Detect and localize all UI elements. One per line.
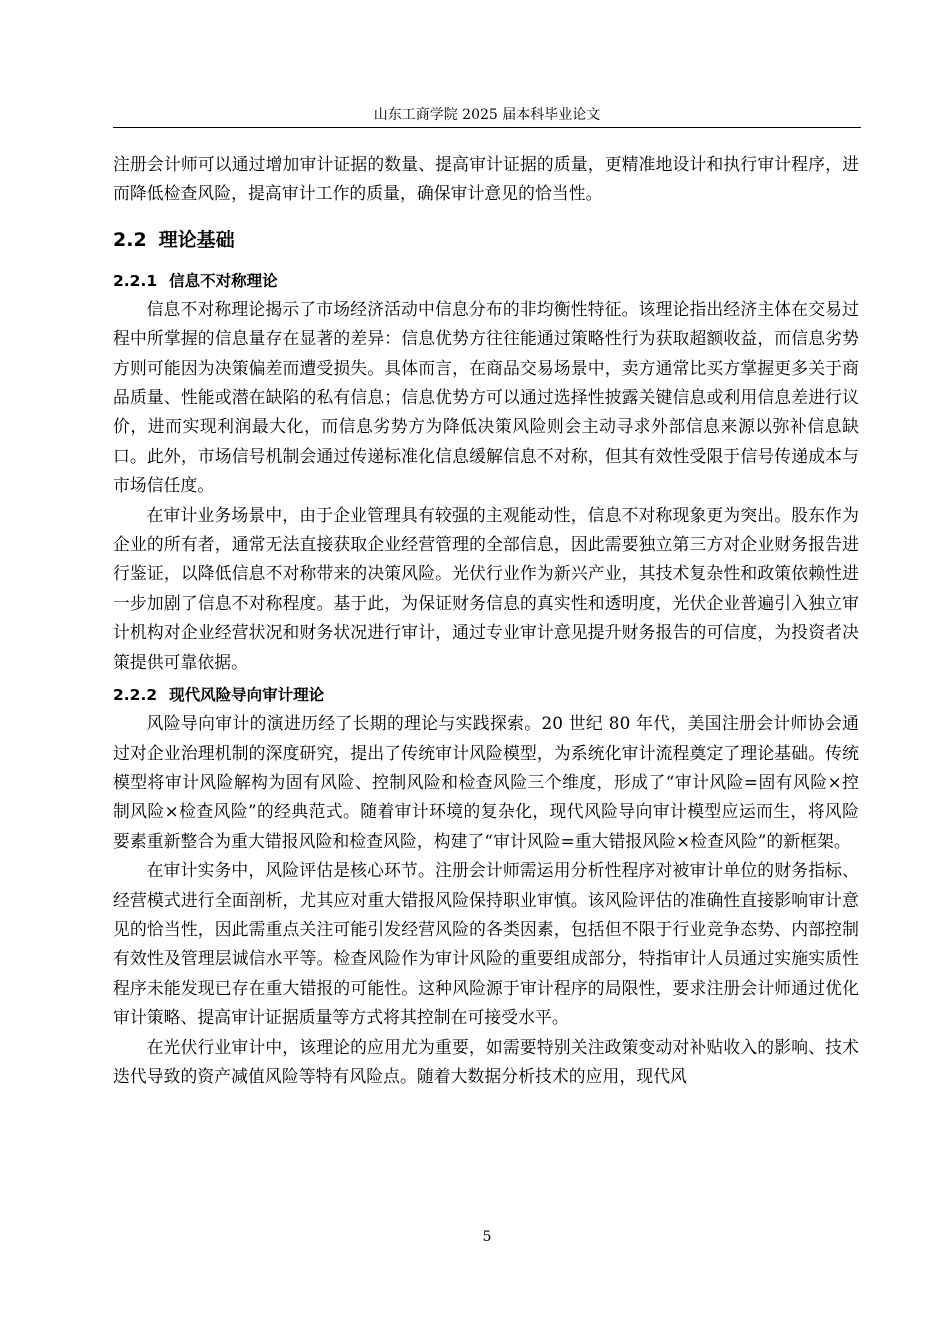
- header-rule: [113, 127, 861, 128]
- paragraph-risk-audit-3: 在光伏行业审计中，该理论的应用尤为重要，如需要特别关注政策变动对补贴收入的影响、技术迭代导致的资产减值风险等特有风险点。随着大数据分析技术的应用，现代风: [113, 1036, 859, 1086]
- subsection-heading-1: [113, 269, 859, 293]
- section-heading: [113, 227, 859, 253]
- intro-paragraph: 注册会计师可以通过增加审计证据的数量、提高审计证据的质量，更精准地设计和执行审计程序，进而降低检查风险，提高审计工作的质量，确保审计意见的恰当性。: [113, 154, 859, 204]
- paragraph-asymmetry-1: 信息不对称理论揭示了市场经济活动中信息分布的非均衡性特征。该理论指出经济主体在交易过程中所掌握的信息量存在显著的差异：信息优势方往往能通过策略性行为获取超额收益，而信息劣势方则可能因为决策偏差而遭受损失。具体而言，在商品交易场景中，卖方通常比买方掌握更多关于商品质量、性能或潜在缺陷的私有信息；信息优势方可以通过选择性披露关键信息或利用信息差进行议价，进而实现利润最大化，而信息劣势方为降低决策风险则会主动寻求外部信息来源以弥补信息缺口。此外，市场信号机制会通过传递标准化信息缓解信息不对称，但其有效性受限于信号传递成本与市场信任度。: [113, 298, 859, 496]
- running-header: 山东工商学院 2025 届本科毕业论文: [373, 107, 601, 123]
- page-body: [113, 150, 859, 1091]
- page-number: 5: [482, 1229, 492, 1245]
- section-number: 2.2: [113, 228, 147, 251]
- subsection-number-2: 2.2.2: [113, 686, 158, 705]
- paragraph-risk-audit-1: 风险导向审计的演进历经了长期的理论与实践探索。20 世纪 80 年代，美国注册会计师协会通过对企业治理机制的深度研究，提出了传统审计风险模型，为系统化审计流程奠定了理论基础。传统模型将审计风险解构为固有风险、控制风险和检查风险三个维度，形成了“审计风险=固有风险×控制风险×检查风险”的经典范式。随着审计环境的复杂化，现代风险导向审计模型应运而生，将风险要素重新整合为重大错报风险和检查风险，构建了“审计风险=重大错报风险×检查风险”的新框架。: [113, 713, 859, 851]
- subsection-number-1: 2.2.1: [113, 271, 158, 290]
- subsection-title-1: 信息不对称理论: [169, 271, 278, 290]
- subsection-heading-2: [113, 683, 859, 707]
- section-title: 理论基础: [158, 228, 235, 251]
- paragraph-asymmetry-2: 在审计业务场景中，由于企业管理具有较强的主观能动性，信息不对称现象更为突出。股东作为企业的所有者，通常无法直接获取企业经营管理的全部信息，因此需要独立第三方对企业财务报告进行鉴证，以降低信息不对称带来的决策风险。光伏行业作为新兴产业，其技术复杂性和政策依赖性进一步加剧了信息不对称程度。基于此，为保证财务信息的真实性和透明度，光伏企业普遍引入独立审计机构对企业经营状况和财务状况进行审计，通过专业审计意见提升财务报告的可信度，为投资者决策提供可靠依据。: [113, 504, 859, 672]
- subsection-title-2: 现代风险导向审计理论: [169, 686, 325, 705]
- paragraph-risk-audit-2: 在审计实务中，风险评估是核心环节。注册会计师需运用分析性程序对被审计单位的财务指标、经营模式进行全面剖析，尤其应对重大错报风险保持职业审慎。该风险评估的准确性直接影响审计意见的恰当性，因此需重点关注可能引发经营风险的各类因素，包括但不限于行业竞争态势、内部控制有效性及管理层诚信水平等。检查风险作为审计风险的重要组成部分，特指审计人员通过实施实质性程序未能发现已存在重大错报的可能性。这种风险源于审计程序的局限性，要求注册会计师通过优化审计策略、提高审计证据质量等方式将其控制在可接受水平。: [113, 860, 859, 1028]
